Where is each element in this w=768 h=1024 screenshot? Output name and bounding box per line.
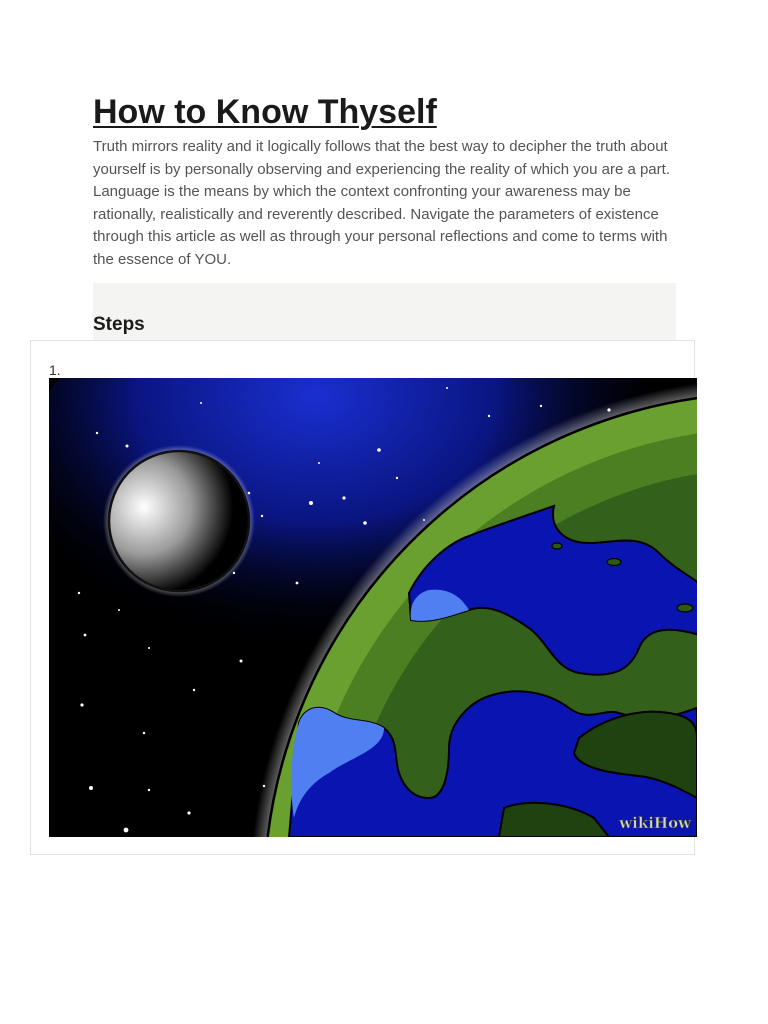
step-number: 1.	[49, 362, 61, 378]
article-intro: Truth mirrors reality and it logically follows that the best way to decipher the truth about yourself is by personally observing and experiencing the reality of which you are a part. Language is the means by which the context confronting your awareness may be rationally, realistically and reverently described. Navigate the parameters of existence through this article as well as through your personal reflections and come to terms with the essence of YOU.	[93, 138, 670, 268]
article-title[interactable]: How to Know Thyself	[93, 93, 437, 131]
moon	[109, 451, 249, 591]
moon-earth-illustration	[49, 378, 697, 837]
watermark: wikiHow	[619, 814, 691, 832]
step-image	[49, 378, 697, 837]
steps-heading: Steps	[93, 314, 145, 335]
